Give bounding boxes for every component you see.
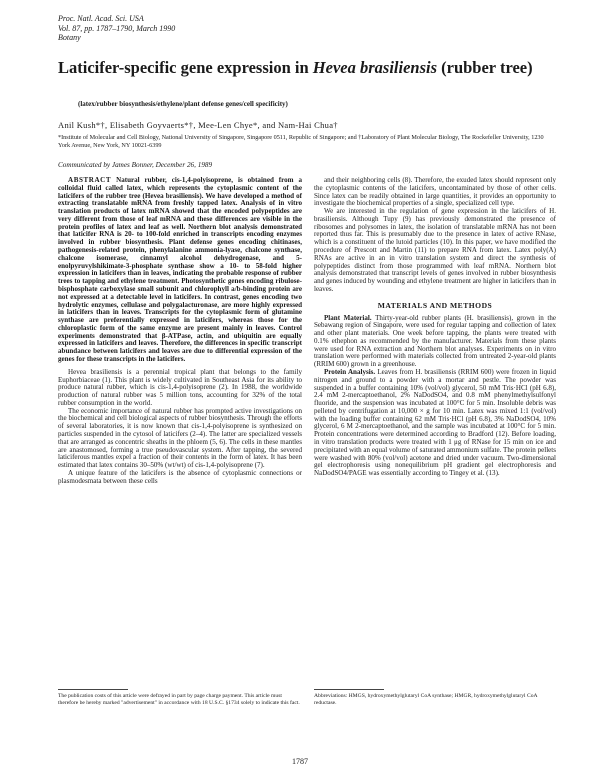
journal-header [58, 14, 175, 43]
footnote-rule-left [58, 689, 128, 690]
communicated-by: Communicated by James Bonner, December 26, 1989 [58, 161, 213, 169]
protein-analysis-label: Protein Analysis. [324, 367, 376, 376]
abstract [58, 177, 302, 364]
methods-heading: MATERIALS AND METHODS [377, 300, 493, 310]
affiliations: *Institute of Molecular and Cell Biology, National University of Singapore, Singapore 0511, Republic of Singapore; and †Laboratory of Plant Molecular Biology, The Rockefeller University, 1230 York Avenue, New York, NY 10021-6399 [58, 134, 544, 149]
abstract-text: Natural rubber, cis-1,4-polyisoprene, is obtained from a colloidal fluid called latex, which represents the cytoplasmic content of the laticifers of the rubber tree (Hevea brasiliensis). We have developed a method of extracting translatable mRNA from freshly tapped latex. Analysis of in vitro translation products of latex mRNA showed that the encoded polypeptides are very different from those of leaf mRNA and these differences are visible in the protein profiles of latex and leaf as well. Northern blot analysis demonstrated that laticifer RNA is 20- to 100-fold enriched in transcripts encoding enzymes involved in rubber biosynthesis. Plant defense genes encoding chitinases, pathogenesis-related protein, phenylalanine ammonia-lyase, chalcone synthase, chalcone isomerase, cinnamyl alcohol dehydrogenase, and 5-enolpyruvylshikimate-3-phosphate synthase show a 10- to 58-fold higher expression in laticifers than in leaves, indicating the probable response of rubber trees to tapping and ethylene treatment. Photosynthetic genes encoding ribulose-bisphosphate carboxylase small subunit and chlorophyll a/b-binding protein are not expressed at a detectable level in laticifers. In contrast, genes encoding two hydrolytic enzymes, cellulase and polygalacturonase, are more highly expressed in laticifers than in leaves. Transcripts for the cytoplasmic form of glutamine synthase are preferentially expressed in laticifers, whereas those for the chloroplastic form of the same enzyme are present mainly in leaves. Control experiments demonstrated that β-ATPase, actin, and ubiquitin are equally expressed in laticifers and leaves. Therefore, the differences in specific transcript abundance between laticifers and leaves are due to differential expression of the genes for these transcripts in the laticifers. [58, 176, 302, 363]
authors: Anil Kush*†, Elisabeth Goyvaerts*†, Mee-Len Chye*, and Nam-Hai Chua† [58, 120, 338, 130]
journal-section: Botany [58, 33, 81, 42]
journal-name: Proc. Natl. Acad. Sci. USA [58, 14, 144, 23]
intro-paragraph-5: We are interested in the regulation of gene expression in the laticifers of H. brasiliensis. Although Tupy (9) has previously demonstrated the presence of ribosomes and polysomes in latex, the isolation of translatable mRNA has not been reported thus far. This is presumably due to the presence in latex of active RNase, which is a constituent of the lutoid particles (10). In this paper, we have modified the procedure of Prescott and Martin (11) to prepare RNA from latex. Latex poly(A) RNAs are active in an in vitro translation system and direct the synthesis of polypeptides distinct from those programmed with leaf mRNA. Northern blot analysis demonstrated that transcript levels of genes involved in rubber biosynthesis and genes induced by wounding and ethylene treatment are higher in laticifers than in leaves. [314, 207, 556, 293]
publication-cost-footnote: The publication costs of this article were defrayed in part by page charge payment. This article must therefore be hereby marked "advertisement" in accordance with 18 U.S.C. §1734 solely to indicate this fact. [58, 693, 300, 706]
intro-paragraph-3: A unique feature of the laticifers is the absence of cytoplasmic connections or plasmodesmata between these cells [58, 468, 302, 485]
article-title [58, 58, 558, 77]
page-number: 1787 [292, 757, 308, 766]
methods-protein-analysis [314, 369, 556, 478]
intro-paragraph-1: Hevea brasiliensis is a perennial tropical plant that belongs to the family Euphorbiaceae (1). This plant is widely cultivated in Southeast Asia for its ability to produce natural rubber, which is cis-1,4-polyisoprene (2). In 1988, the worldwide production of natural rubber was 5 million tons, accounting for 32% of the total rubber consumption in the world. [58, 367, 302, 407]
plant-material-label: Plant Material. [324, 313, 372, 322]
abbreviations-footnote: Abbreviations: HMGS, hydroxymethylglutaryl CoA synthase; HMGR, hydroxymethylglutaryl CoA reductase. [314, 693, 538, 706]
title-species: Hevea brasiliensis [312, 58, 437, 77]
title-after: (rubber tree) [437, 58, 533, 77]
journal-volume: Vol. 87, pp. 1787–1790, March 1990 [58, 23, 176, 33]
methods-plant-material [314, 315, 556, 369]
right-column [314, 177, 556, 478]
protein-analysis-text: Leaves from H. brasiliensis (RRIM 600) were frozen in liquid nitrogen and ground to a powder with a mortar and pestle. The powder was suspended in a buffer containing 10% (vol/vol) glycerol, 50 mM Tris·HCl (pH 6.8), 2.4 mM 2-mercaptoethanol, 2% NaDodSO4, and 0.8 mM phenylmethylsulfonyl fluoride, and the suspension was incubated at 100°C for 5 min. Insoluble debris was pelleted by centrifugation at 10,000 × g for 10 min. Latex was mixed 1:1 (vol/vol) with the loading buffer containing 62 mM Tris·HCl (pH 6.8), 3% NaDodSO4, 10% glycerol, 6 M 2-mercaptoethanol, and the sample was incubated at 100°C for 5 min. Protein concentrations were determined according to Bradford (12). Before loading, in vitro translation products were treated with 1 μg of RNase for 15 min on ice and precipitated with an equal volume of saturated ammonium sulfate. The protein pellets were washed with 80% (vol/vol) acetone and dried under vacuum. Two-dimensional gel electrophoresis using nonequilibrium pH gradient gel electrophoresis and NaDodSO4/PAGE was essentially according to Tingey et al. (13). [314, 367, 556, 478]
abstract-label: ABSTRACT [68, 176, 112, 184]
intro-paragraph-4: and their neighboring cells (8). Therefore, the exuded latex should represent only the cytoplasmic contents of the laticifers, uncontaminated by those of other cells. Since latex can be readily obtained in large quantities, it provides an opportunity to investigate the biochemical properties of a single, specialized cell type. [314, 176, 556, 208]
plant-material-text: Thirty-year-old rubber plants (H. brasiliensis), grown in the Sebawang region of Singapore, were used for regular tapping and collection of latex and other plant materials. One week before tapping, the plants were treated with 0.1% ethephon as recommended by the manufacturer. Materials from these plants were used for RNA extraction and Northern blot analyses. Experiments on in vitro translation were performed with materials collected from untreated 2-year-old plants (RRIM 600) grown in a greenhouse. [314, 313, 556, 369]
title-before: Laticifer-specific gene expression in [58, 58, 313, 77]
left-column [58, 177, 302, 485]
keywords: (latex/rubber biosynthesis/ethylene/plant defense genes/cell specificity) [78, 100, 288, 108]
footnote-rule-right [314, 689, 384, 690]
intro-paragraph-2: The economic importance of natural rubber has prompted active investigations on the biochemical and cell biological aspects of rubber biosynthesis. Through the efforts of several laboratories, it is now known that cis-1,4-polyisoprene is synthesized on particles suspended in the cytosol of laticifers (2–4). The latter are specialized vessels that are arranged as concentric sheaths in the phloem (5, 6). The cells in these mantles are anastomosed, forming a true pseudovascular system. After tapping, the severed laticiferous mantles expel a fraction of their contents in the form of latex. It has been estimated that latex contains 30–50% (wt/wt) of cis-1,4-polyisoprene (7). [58, 406, 302, 470]
